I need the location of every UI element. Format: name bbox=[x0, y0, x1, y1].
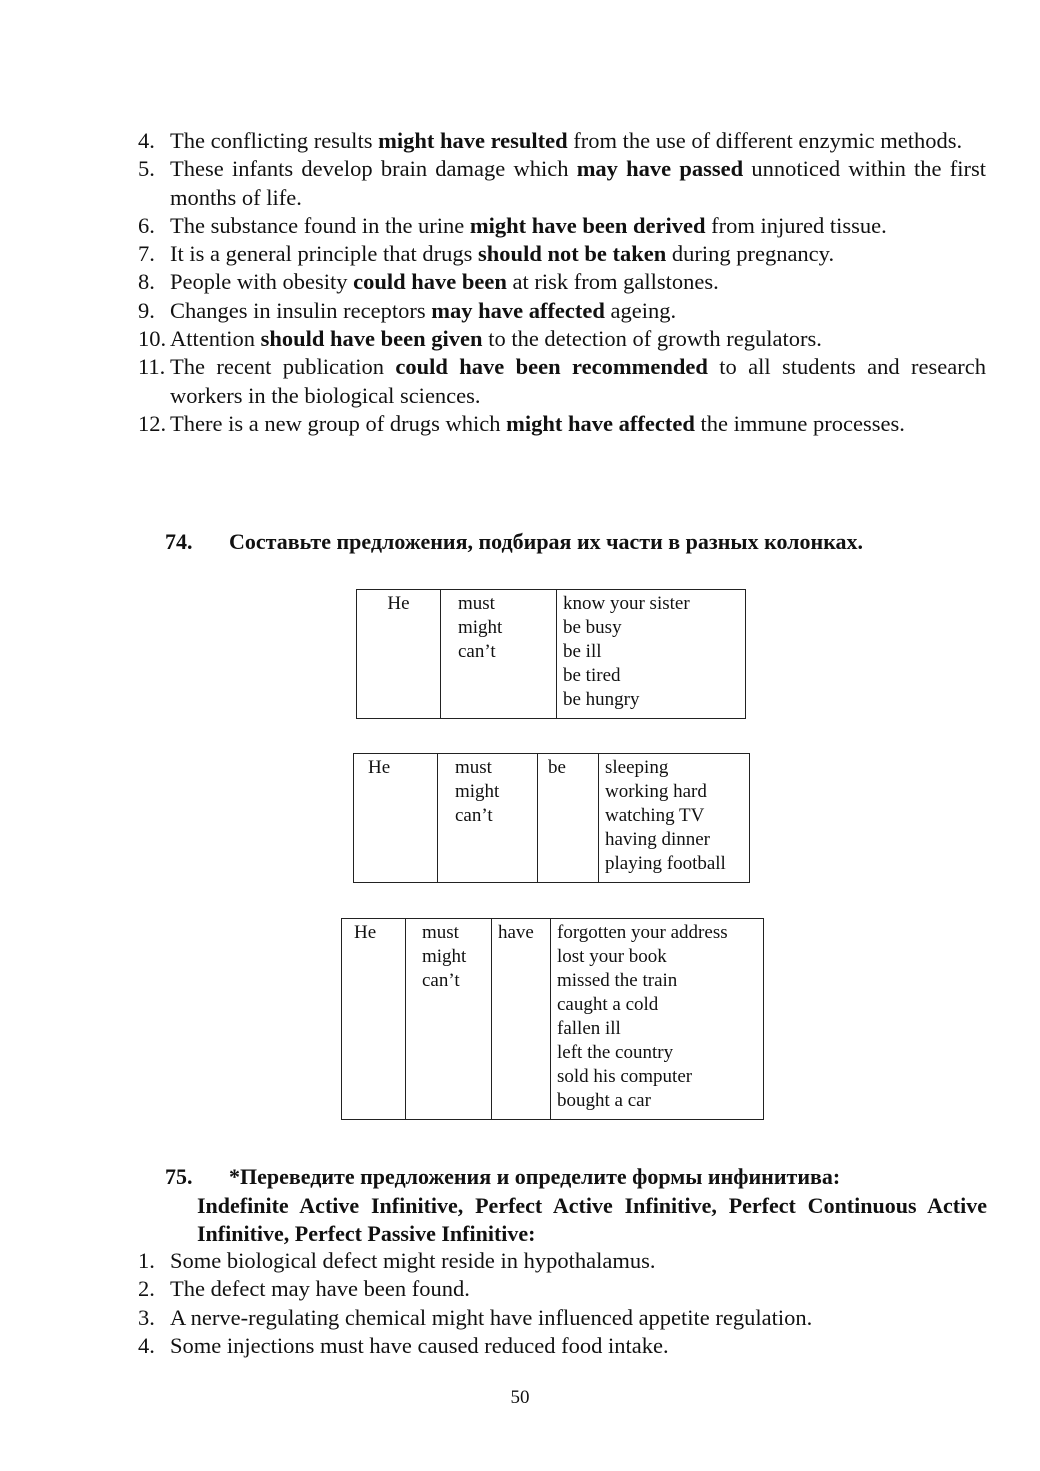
item-number: 7. bbox=[138, 241, 155, 267]
list-item: 8. People with obesity could have been at risk from gallstones. bbox=[138, 268, 986, 296]
task-number: 74. bbox=[165, 529, 193, 554]
task-number: 75. bbox=[165, 1164, 193, 1189]
task-75-heading bbox=[165, 1163, 987, 1249]
task-74-heading bbox=[165, 528, 987, 557]
list-item: 1. Some biological defect might reside in hypothalamus. bbox=[138, 1247, 986, 1275]
list-item: 5. These infants develop brain damage which may have passed unnoticed within the first months of life. bbox=[138, 156, 986, 210]
list-item: 4. The conflicting results might have resulted from the use of different enzymic methods. bbox=[138, 127, 986, 155]
item-number: 11. bbox=[138, 354, 166, 380]
list-item: 11. The recent publication could have been recommended to all students and research workers in the biological sciences. bbox=[138, 354, 986, 408]
item-number: 3. bbox=[138, 1304, 155, 1330]
ending-cell: sleeping working hard watching TV having dinner playing football bbox=[599, 754, 750, 883]
modal-cell: must might can’t bbox=[406, 919, 492, 1120]
matching-table-3 bbox=[341, 918, 764, 1120]
list-item: 9. Changes in insulin receptors may have affected ageing. bbox=[138, 297, 986, 325]
item-number: 5. bbox=[138, 156, 155, 182]
modal-cell: must might can’t bbox=[438, 754, 538, 883]
bottom-sentence-list bbox=[138, 1247, 986, 1360]
list-item: 12. There is a new group of drugs which might have affected the immune processes. bbox=[138, 410, 986, 438]
list-item: 4. Some injections must have caused reduced food intake. bbox=[138, 1332, 986, 1360]
item-number: 2. bbox=[138, 1276, 155, 1302]
item-number: 10. bbox=[138, 326, 167, 352]
list-item: 10. Attention should have been given to the detection of growth regulators. bbox=[138, 325, 986, 353]
item-number: 8. bbox=[138, 269, 155, 295]
list-item: 2. The defect may have been found. bbox=[138, 1275, 986, 1303]
matching-table-1 bbox=[356, 589, 746, 719]
item-number: 6. bbox=[138, 212, 155, 238]
subject-cell: He bbox=[357, 590, 441, 719]
item-number: 4. bbox=[138, 128, 155, 153]
list-item: 3. A nerve-regulating chemical might have influenced appetite regulation. bbox=[138, 1304, 986, 1332]
modal-cell: must might can’t bbox=[441, 590, 557, 719]
list-item: 6. The substance found in the urine might have been derived from injured tissue. bbox=[138, 212, 986, 240]
page-number: 50 bbox=[510, 1387, 530, 1408]
task-title: Составьте предложения, подбирая их части в разных колонках. bbox=[229, 529, 864, 554]
task-title: *Переведите предложения и определите формы инфинитива: bbox=[229, 1164, 841, 1189]
item-number: 1. bbox=[138, 1248, 155, 1273]
item-number: 4. bbox=[138, 1332, 155, 1358]
ending-cell: forgotten your address lost your book missed the train caught a cold fallen ill left the country sold his computer bought a car bbox=[551, 919, 764, 1120]
subject-cell: He bbox=[354, 754, 438, 883]
task-infinitive-forms: Indefinite Active Infinitive, Perfect Active Infinitive, Perfect Continuous Active Infinitive, Perfect Passive Infinitive: bbox=[197, 1192, 987, 1246]
matching-table-2 bbox=[353, 753, 750, 883]
top-sentence-list bbox=[138, 127, 986, 438]
item-number: 12. bbox=[138, 410, 167, 436]
item-number: 9. bbox=[138, 297, 155, 323]
list-item: 7. It is a general principle that drugs should not be taken during pregnancy. bbox=[138, 240, 986, 268]
aux-cell: be bbox=[538, 754, 599, 883]
subject-cell: He bbox=[342, 919, 406, 1120]
aux-cell: have bbox=[492, 919, 551, 1120]
ending-cell: know your sister be busy be ill be tired be hungry bbox=[557, 590, 746, 719]
